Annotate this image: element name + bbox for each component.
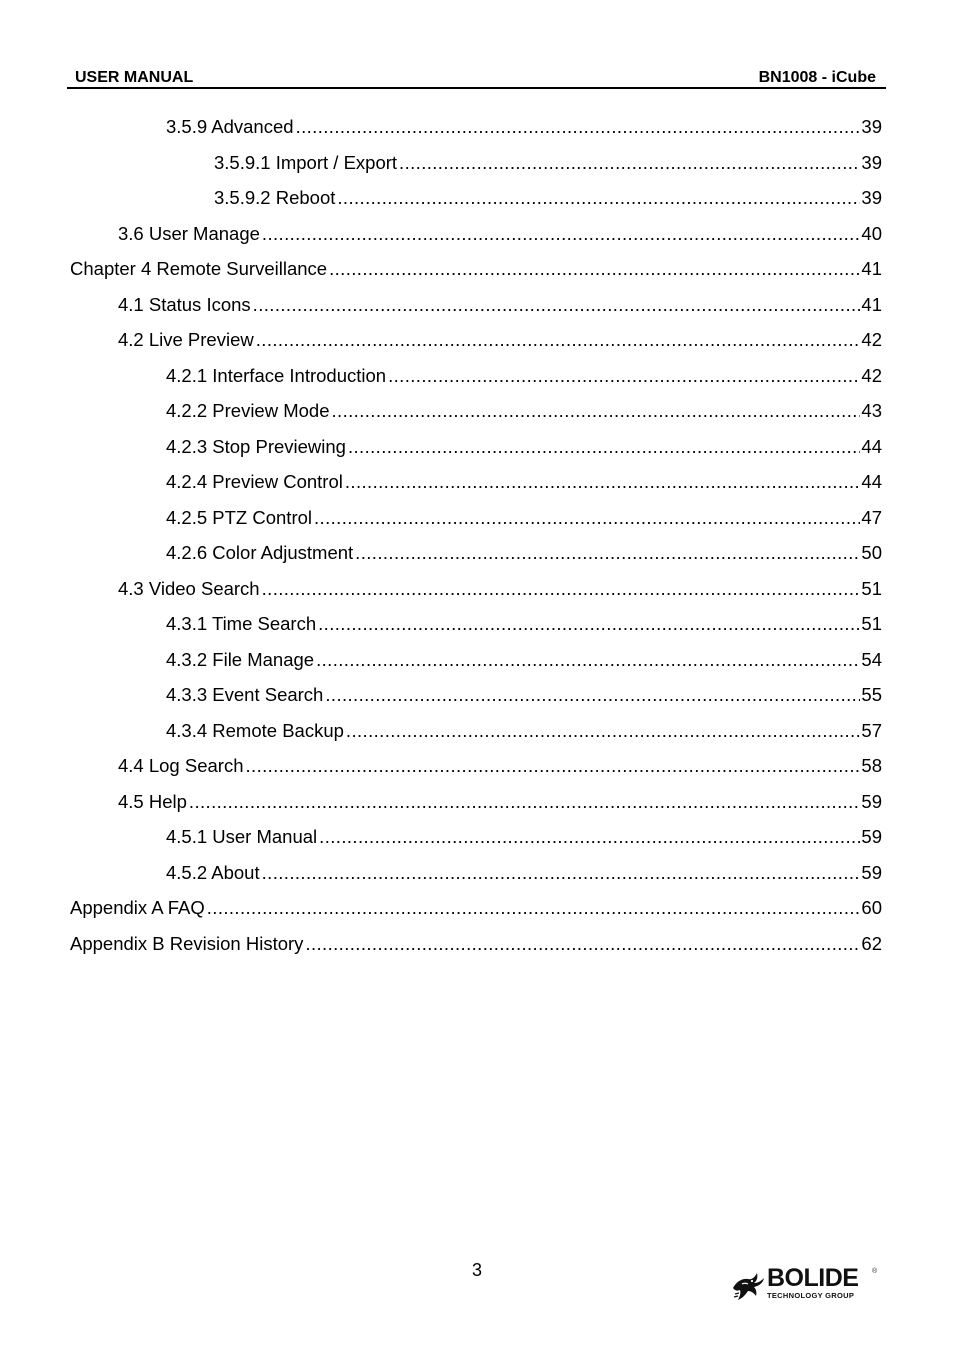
toc-entry[interactable] xyxy=(166,399,882,423)
toc-entry-page: 44 xyxy=(861,436,882,457)
header-model-label: BN1008 - iCube xyxy=(758,69,876,86)
toc-entry-title: 4.5.1 User Manual xyxy=(166,826,318,847)
toc-entry-title: 3.5.9.2 Reboot xyxy=(214,187,336,208)
toc-dot-leader xyxy=(325,683,860,707)
toc-entry-title: 3.6 User Manage xyxy=(118,223,260,244)
toc-entry[interactable] xyxy=(166,825,882,849)
toc-entry[interactable] xyxy=(166,612,882,636)
logo-wordmark: BOLIDE xyxy=(767,1264,859,1292)
toc-entry-page: 51 xyxy=(861,613,882,634)
toc-entry-page: 40 xyxy=(861,223,882,244)
toc-entry-title: 4.3.1 Time Search xyxy=(166,613,317,634)
toc-entry-title: 4.2 Live Preview xyxy=(118,329,254,350)
toc-entry-title: Appendix A FAQ xyxy=(70,897,205,918)
toc-dot-leader xyxy=(399,151,860,175)
toc-entry-page: 60 xyxy=(861,897,882,918)
toc-entry-page: 59 xyxy=(861,862,882,883)
toc-entry-page: 59 xyxy=(861,826,882,847)
header-manual-label: USER MANUAL xyxy=(75,69,194,86)
toc-entry-title: Appendix B Revision History xyxy=(70,933,304,954)
toc-dot-leader xyxy=(332,399,861,423)
page-number: 3 xyxy=(471,1260,482,1280)
toc-entry-title: 3.5.9.1 Import / Export xyxy=(214,152,398,173)
toc-entry[interactable] xyxy=(70,932,882,956)
toc-entry-title: 4.2.2 Preview Mode xyxy=(166,400,330,421)
toc-entry-page: 42 xyxy=(861,365,882,386)
toc-entry[interactable] xyxy=(166,115,882,139)
toc-entry[interactable] xyxy=(166,541,882,565)
toc-dot-leader xyxy=(314,506,860,530)
toc-dot-leader xyxy=(262,577,861,601)
toc-entry-title: 4.3.4 Remote Backup xyxy=(166,720,344,741)
toc-entry[interactable] xyxy=(118,577,882,601)
toc-entry[interactable] xyxy=(70,257,882,281)
toc-entry[interactable] xyxy=(166,719,882,743)
toc-entry-page: 50 xyxy=(861,542,882,563)
registered-mark: ® xyxy=(872,1268,878,1275)
toc-entry-page: 62 xyxy=(861,933,882,954)
toc-entry-page: 59 xyxy=(861,791,882,812)
toc-entry-title: 4.3 Video Search xyxy=(118,578,260,599)
toc-entry-title: 4.4 Log Search xyxy=(118,755,244,776)
toc-entry-page: 58 xyxy=(861,755,882,776)
toc-dot-leader xyxy=(189,790,861,814)
toc-dot-leader xyxy=(346,719,861,743)
bolide-logo xyxy=(730,1266,882,1306)
toc-dot-leader xyxy=(262,222,861,246)
toc-dot-leader xyxy=(296,115,861,139)
toc-dot-leader xyxy=(318,612,860,636)
toc-entry-title: 4.5.2 About xyxy=(166,862,260,883)
toc-entry-title: 4.5 Help xyxy=(118,791,187,812)
toc-dot-leader xyxy=(355,541,860,565)
toc-entry[interactable] xyxy=(214,151,882,175)
toc-entry[interactable] xyxy=(166,861,882,885)
toc-entry-page: 47 xyxy=(861,507,882,528)
toc-entry[interactable] xyxy=(166,683,882,707)
toc-entry-title: 4.2.1 Interface Introduction xyxy=(166,365,387,386)
toc-dot-leader xyxy=(305,932,860,956)
toc-entry-title: 3.5.9 Advanced xyxy=(166,116,294,137)
toc-dot-leader xyxy=(319,825,860,849)
toc-entry-title: 4.2.3 Stop Previewing xyxy=(166,436,346,457)
toc-entry-page: 41 xyxy=(861,258,882,279)
toc-entry[interactable] xyxy=(118,790,882,814)
toc-entry[interactable] xyxy=(118,754,882,778)
toc-entry-title: 4.2.5 PTZ Control xyxy=(166,507,313,528)
toc-entry-title: 4.3.2 File Manage xyxy=(166,649,315,670)
toc-entry-page: 51 xyxy=(861,578,882,599)
toc-entry[interactable] xyxy=(214,186,882,210)
toc-entry[interactable] xyxy=(118,222,882,246)
toc-entry[interactable] xyxy=(118,328,882,352)
toc-dot-leader xyxy=(245,754,860,778)
toc-entry-page: 55 xyxy=(861,684,882,705)
toc-entry[interactable] xyxy=(166,364,882,388)
toc-entry-title: 4.2.4 Preview Control xyxy=(166,471,343,492)
toc-entry-page: 44 xyxy=(861,471,882,492)
toc-dot-leader xyxy=(329,257,860,281)
toc-dot-leader xyxy=(262,861,861,885)
toc-dot-leader xyxy=(337,186,860,210)
toc-entry-title: 4.2.6 Color Adjustment xyxy=(166,542,354,563)
toc-dot-leader xyxy=(345,470,861,494)
toc-entry[interactable] xyxy=(118,293,882,317)
toc-entry[interactable] xyxy=(70,896,882,920)
toc-entry[interactable] xyxy=(166,435,882,459)
toc-dot-leader xyxy=(256,328,861,352)
toc-entry-page: 42 xyxy=(861,329,882,350)
toc-dot-leader xyxy=(207,896,861,920)
toc-entry-page: 43 xyxy=(861,400,882,421)
toc-entry[interactable] xyxy=(166,506,882,530)
toc-entry-title: 4.1 Status Icons xyxy=(118,294,251,315)
toc-entry-page: 39 xyxy=(861,187,882,208)
toc-dot-leader xyxy=(253,293,861,317)
toc-entry-title: Chapter 4 Remote Surveillance xyxy=(70,258,328,279)
toc-entry[interactable] xyxy=(166,648,882,672)
toc-dot-leader xyxy=(316,648,860,672)
dragon-icon xyxy=(730,1268,766,1302)
toc-entry-page: 39 xyxy=(861,152,882,173)
page-header xyxy=(67,68,886,89)
toc-dot-leader xyxy=(388,364,860,388)
toc-entry-page: 39 xyxy=(861,116,882,137)
toc-entry-page: 57 xyxy=(861,720,882,741)
toc-entry-page: 54 xyxy=(861,649,882,670)
toc-entry[interactable] xyxy=(166,470,882,494)
logo-tagline: TECHNOLOGY GROUP xyxy=(767,1291,855,1300)
toc-dot-leader xyxy=(348,435,860,459)
toc-entry-title: 4.3.3 Event Search xyxy=(166,684,324,705)
toc-entry-page: 41 xyxy=(861,294,882,315)
